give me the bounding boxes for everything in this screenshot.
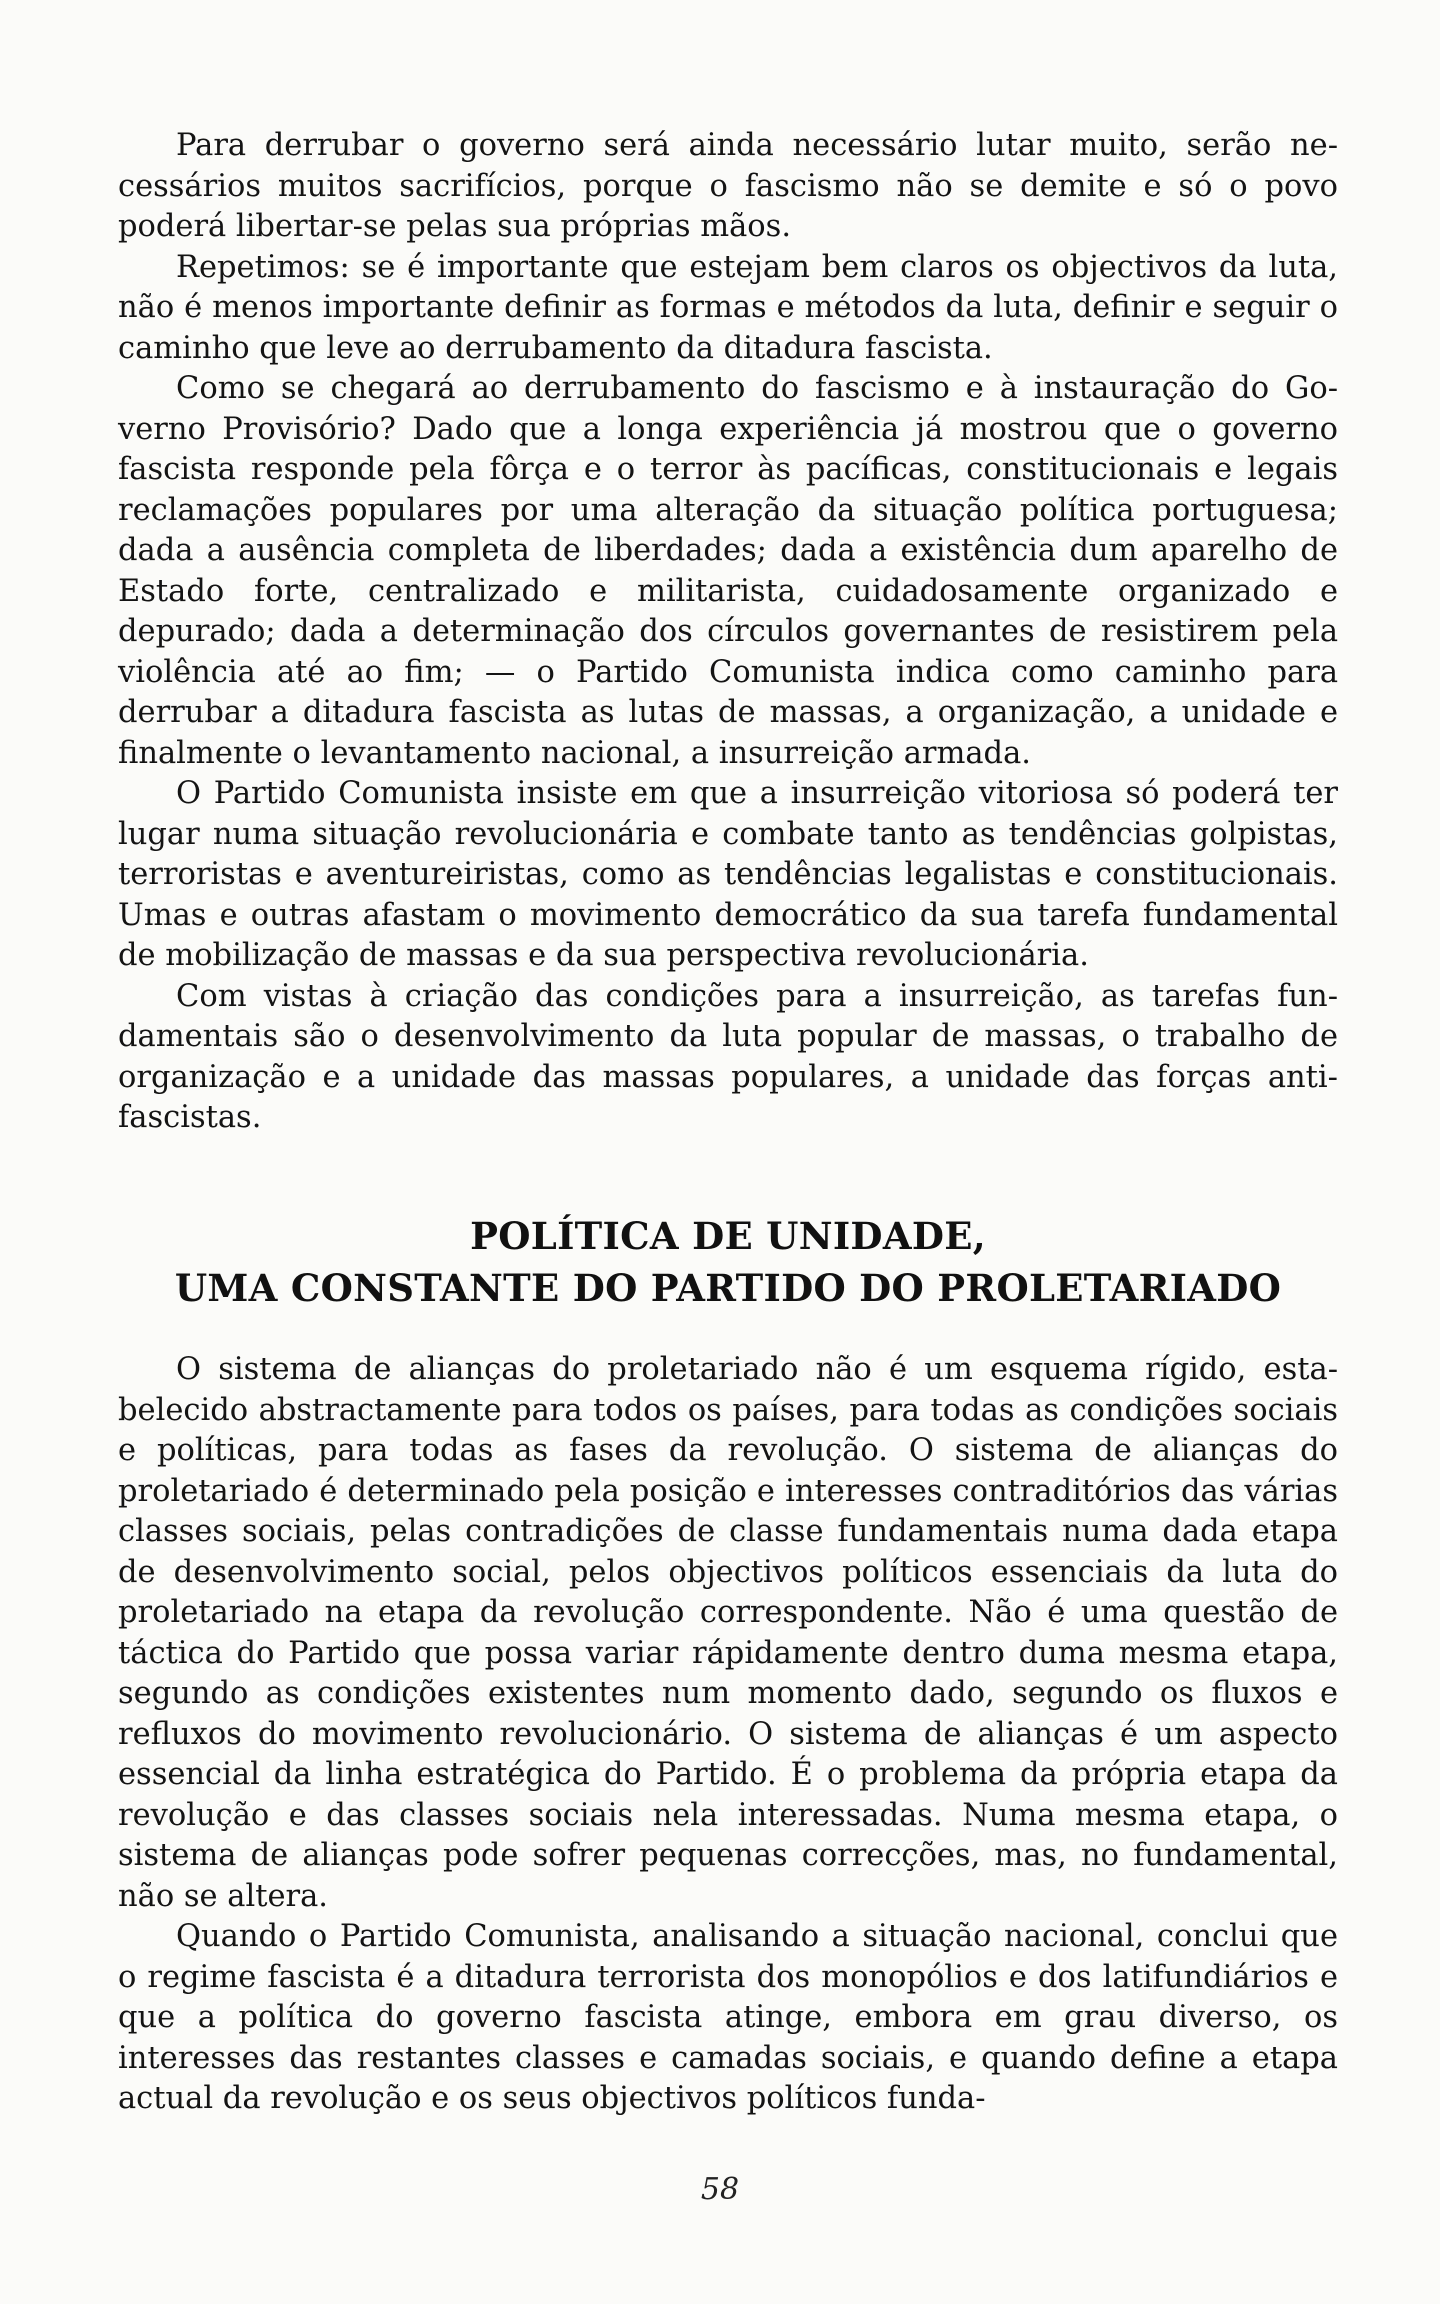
paragraph: O Partido Comunista insiste em que a insurreição vitoriosa só poderá ter lugar numa situação revolucionária e combate tanto as tendências golpistas, terroristas e aventureiristas, como as tendências legalistas e constitucionais. Umas e outras afastam o movimento democrático da sua tarefa fundamental de mobilização de massas e da sua perspectiva revolucionária. — [118, 776, 1338, 973]
text-section-bottom — [118, 1350, 1338, 2120]
paragraph: O sistema de alianças do proletariado não é um esquema rígido, estabelecido abstractamente para todos os países, para todas as condições sociais e políticas, para todas as fases da revolução. O sistema de alianças do proletariado é determinado pela posição e interesses contraditórios das várias classes sociais, pelas contradições de classe fundamentais numa dada etapa de desenvolvimento social, pelos objectivos políticos essenciais da luta do proletariado na etapa da revolução correspondente. Não é uma questão de táctica do Partido que possa variar rápidamente dentro duma mesma etapa, segundo as condições existentes num momento dado, segundo os fluxos e refluxos do movimento revolucionário. O sistema de alianças é um aspecto essencial da linha estratégica do Partido. É o problema da própria etapa da revolução e das classes sociais nela interessadas. Numa mesma etapa, o sistema de alianças pode sofrer pequenas correcções, mas, no fundamental, não se altera. — [118, 1352, 1338, 1914]
page-number: 58 — [700, 2172, 740, 2207]
paragraph: Quando o Partido Comunista, analisando a situação nacional, conclui que o regime fascista é a ditadura terrorista dos monopólios e dos latifundiários e que a política do governo fascista atinge, embora em grau diverso, os interesses das restantes classes e camadas sociais, e quando define a etapa actual da revolução e os seus objectivos políticos funda- — [118, 1919, 1338, 2116]
paragraph: Repetimos: se é importante que estejam bem claros os objectivos da luta, não é menos importante definir as formas e métodos da luta, definir e seguir o caminho que leve ao derrubamento da ditadura fascista. — [118, 249, 1338, 366]
paragraph: Com vistas à criação das condições para a insurreição, as tarefas fundamentais são o desenvolvimento da luta popular de massas, o trabalho de organização e a unidade das massas populares, a unidade das forças anti-fascistas. — [118, 978, 1338, 1135]
paragraph: Como se chegará ao derrubamento do fascismo e à instauração do Governo Provisório? Dado que a longa experiência já mostrou que o governo fascista responde pela fôrça e o terror às pacíficas, constitucionais e legais reclamações populares por uma alteração da situação política portuguesa; dada a ausência completa de liberdades; dada a existência dum aparelho de Estado forte, centralizado e militarista, cuidadosamente organizado e depurado; dada a determinação dos círculos governantes de resistirem pela violência até ao fim; — o Partido Comunista indica como caminho para derrubar a ditadura fascista as lutas de massas, a organização, a unidade e finalmente o levantamento nacional, a insurreição armada. — [118, 371, 1338, 771]
paragraph: Para derrubar o governo será ainda necessário lutar muito, serão necessários muitos sacrifícios, porque o fascismo não se demite e só o povo poderá libertar-se pelas sua próprias mãos. — [118, 128, 1338, 244]
text-section-top — [118, 126, 1338, 1139]
section-heading-line-2: UMA CONSTANTE DO PARTIDO DO PROLETARIADO — [174, 1266, 1282, 1310]
section-heading — [118, 1210, 1338, 1314]
section-heading-line-1: POLÍTICA DE UNIDADE, — [470, 1214, 986, 1258]
